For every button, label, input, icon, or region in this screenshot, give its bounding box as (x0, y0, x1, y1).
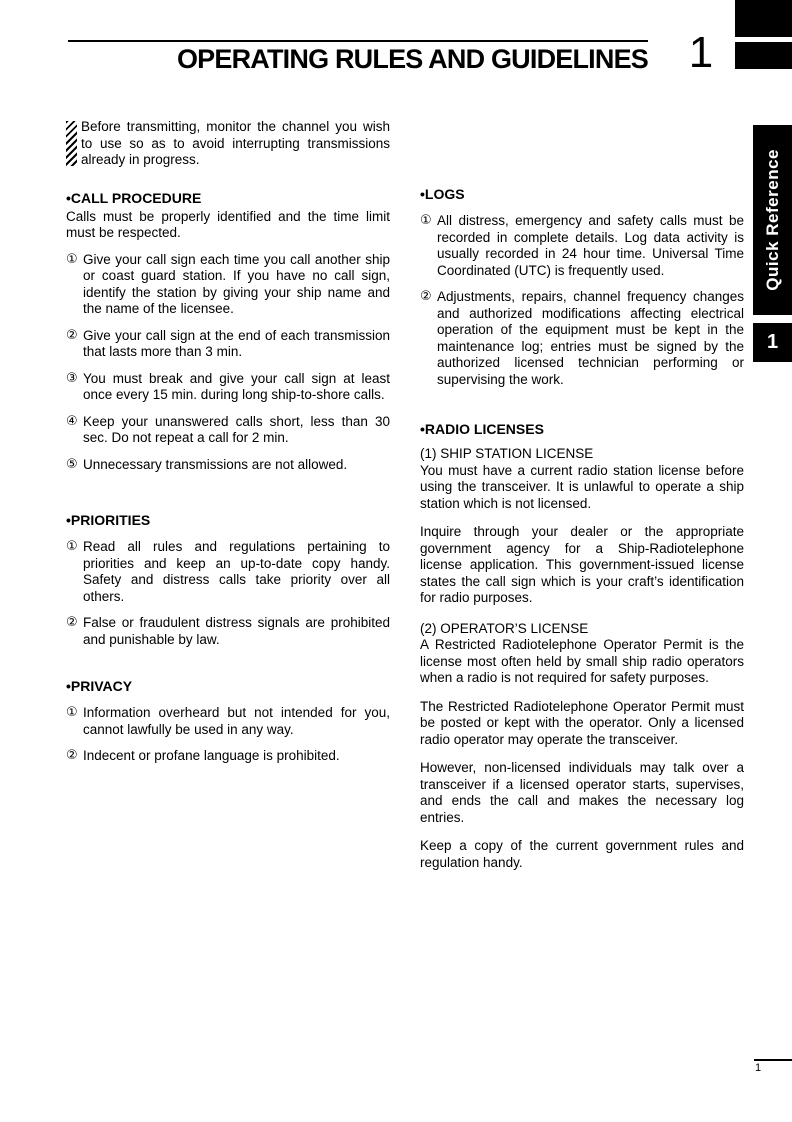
page-title: OPERATING RULES AND GUIDELINES (176, 44, 648, 74)
section-heading: •PRIORITIES (66, 512, 151, 528)
list-item (66, 539, 390, 605)
item-number: ② (420, 289, 432, 304)
section-logs (420, 186, 744, 388)
list-item (66, 748, 390, 765)
item-text: Information overheard but not intended for you, cannot lawfully be used in any way. (83, 705, 390, 737)
item-number: ④ (66, 413, 78, 429)
note (66, 119, 390, 169)
sidebar-tab-label: Quick Reference (762, 149, 782, 291)
section-priorities (66, 512, 390, 648)
sidebar-chapter-badge: 1 (753, 323, 792, 362)
right-column (420, 186, 744, 871)
section-heading: •CALL PROCEDURE (66, 189, 202, 206)
list-item (420, 289, 744, 388)
footer-page-number: 1 (755, 1062, 762, 1074)
list-item (66, 457, 390, 474)
hatch-stripes-icon (66, 121, 77, 166)
item-text: Keep your unanswered calls short, less than 30 sec. Do not repeat a call for 2 min. (83, 413, 390, 445)
header-rule (68, 40, 648, 42)
item-number: ② (66, 327, 78, 343)
paragraph: You must have a current radio station license before using the transceiver. It is unlawful to operate a ship station which is not licensed. (420, 462, 744, 511)
subsection-heading: (2) OPERATOR’S LICENSE (420, 620, 589, 636)
item-number: ② (66, 748, 78, 763)
corner-block-top (735, 0, 792, 37)
paragraph: Inquire through your dealer or the appropriate government agency for a Ship-Radiotelephone license application. This government-issued license states the call sign which is your craft’s identification for radio purposes. (420, 524, 744, 605)
paragraph: However, non-licensed individuals may talk over a transceiver if a licensed operator starts, supervises, and ends the call and makes the necessary log entries. (420, 760, 744, 825)
paragraph: Keep a copy of the current government rules and regulation handy. (420, 838, 744, 870)
item-number: ① (66, 539, 78, 554)
item-text: False or fraudulent distress signals are prohibited and punishable by law. (83, 615, 390, 647)
section-heading: •PRIVACY (66, 678, 133, 694)
subsection-operators-license (420, 621, 744, 872)
item-number: ① (420, 213, 432, 228)
item-text: Give your call sign at the end of each transmission that lasts more than 3 min. (83, 327, 390, 359)
list-item (66, 252, 390, 318)
section-heading: •LOGS (420, 186, 465, 202)
corner-block-bottom (735, 42, 792, 69)
item-number: ② (66, 615, 78, 630)
subsection-ship-station-license (420, 446, 744, 607)
subsection-heading: (1) SHIP STATION LICENSE (420, 446, 594, 461)
list-item (66, 414, 390, 447)
item-number: ⑤ (66, 456, 78, 472)
section-call-procedure (66, 190, 390, 474)
item-number: ③ (66, 370, 78, 386)
item-number: ① (66, 705, 78, 720)
item-text: Indecent or profane language is prohibited. (83, 748, 340, 763)
chapter-number: 1 (688, 28, 714, 77)
sidebar-tab-quick-reference (753, 125, 792, 315)
section-radio-licenses (420, 421, 744, 871)
section-heading: •RADIO LICENSES (420, 421, 544, 437)
section-intro: Calls must be properly identified and the time limit must be respected. (66, 208, 390, 240)
item-text: Give your call sign each time you call another ship or coast guard station. If you have no call sign, identify the station by giving your ship name and the name of the licensee. (83, 251, 390, 316)
item-text: Adjustments, repairs, channel frequency changes and authorized modifications affecting electrical operation of the equipment must be kept in the maintenance log; entries must be signed by the authorized licensed technician performing or supervising the work. (437, 289, 744, 387)
item-text: Unnecessary transmissions are not allowed. (83, 456, 348, 472)
item-text: You must break and give your call sign at least once every 15 min. during long ship-to-shore calls. (83, 370, 390, 402)
list-item (66, 615, 390, 648)
list-item (420, 213, 744, 279)
list-item (66, 328, 390, 361)
footer-rule (754, 1059, 792, 1061)
paragraph: A Restricted Radiotelephone Operator Permit is the license most often held by small ship radio operators when a radio is not required for safety purposes. (420, 637, 744, 685)
item-text: All distress, emergency and safety calls must be recorded in complete details. Log data activity is usually recorded in 24 hour time. Universal Time Coordinated (UTC) is frequently used. (437, 213, 744, 278)
list-item (66, 371, 390, 404)
left-column (66, 119, 390, 765)
list-item (66, 705, 390, 738)
item-text: Read all rules and regulations pertaining to priorities and keep an up-to-date copy handy. Safety and distress calls take priority over all others. (83, 539, 390, 604)
note-text: Before transmitting, monitor the channel you wish to use so as to avoid interrupting transmissions already in progress. (81, 119, 390, 167)
section-privacy (66, 678, 390, 765)
item-number: ① (66, 251, 78, 267)
paragraph: The Restricted Radiotelephone Operator Permit must be posted or kept with the operator. Only a licensed radio operator may operate the transceiver. (420, 698, 744, 747)
